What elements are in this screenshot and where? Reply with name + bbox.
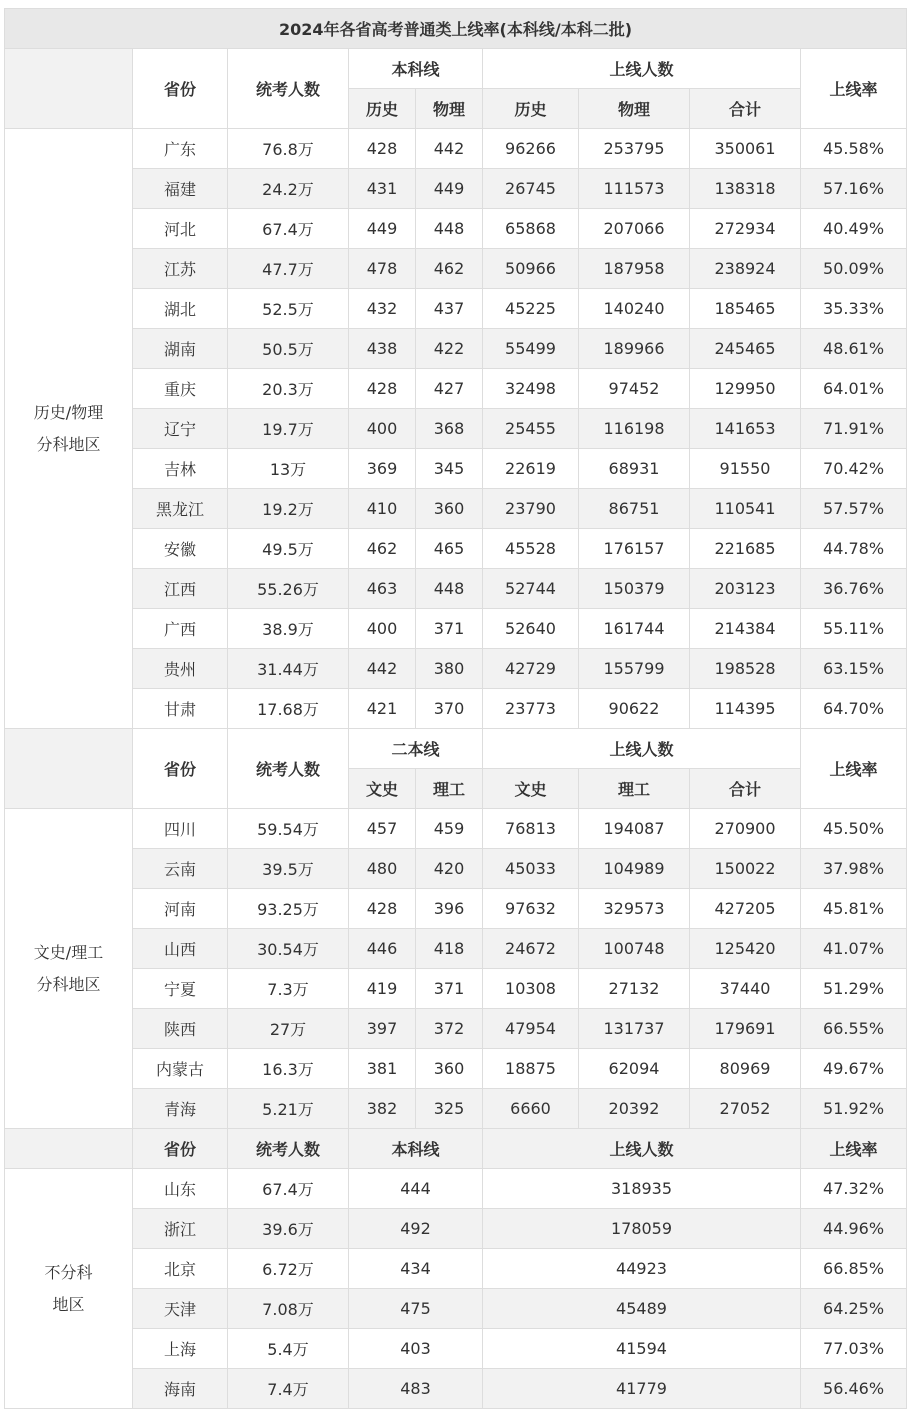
cell-count-total: 214384 — [690, 609, 801, 649]
cell-line-b: 396 — [416, 889, 483, 929]
cell-line-a: 400 — [349, 609, 416, 649]
table-row — [5, 329, 907, 369]
cell-count-b: 155799 — [579, 649, 690, 689]
table-row — [5, 489, 907, 529]
cell-count-b: 100748 — [579, 929, 690, 969]
table-row — [5, 1009, 907, 1049]
header-count-b: 理工 — [579, 769, 690, 809]
cell-line-b: 380 — [416, 649, 483, 689]
cell-count-b: 20392 — [579, 1089, 690, 1129]
cell-line-a: 438 — [349, 329, 416, 369]
cell-line-b: 325 — [416, 1089, 483, 1129]
cell-line-b: 420 — [416, 849, 483, 889]
table-row — [5, 849, 907, 889]
region-header-blank — [5, 49, 133, 129]
cell-examinees: 39.6万 — [228, 1209, 349, 1249]
cell-count-a: 18875 — [483, 1049, 579, 1089]
table-row — [5, 1329, 907, 1369]
cell-examinees: 52.5万 — [228, 289, 349, 329]
cell-count-a: 65868 — [483, 209, 579, 249]
cell-examinees: 19.2万 — [228, 489, 349, 529]
cell-province: 云南 — [133, 849, 228, 889]
cell-line-a: 431 — [349, 169, 416, 209]
cell-count-b: 189966 — [579, 329, 690, 369]
header-line-a: 历史 — [349, 89, 416, 129]
cell-rate: 50.09% — [801, 249, 907, 289]
admission-rate-table — [4, 8, 907, 1409]
table-row — [5, 889, 907, 929]
cell-line-a: 442 — [349, 649, 416, 689]
cell-count-b: 253795 — [579, 129, 690, 169]
region-label — [5, 129, 133, 729]
cell-rate: 77.03% — [801, 1329, 907, 1369]
header-line-group: 二本线 — [349, 729, 483, 769]
cell-count-a: 24672 — [483, 929, 579, 969]
cell-line-b: 462 — [416, 249, 483, 289]
cell-province: 福建 — [133, 169, 228, 209]
cell-examinees: 67.4万 — [228, 1169, 349, 1209]
cell-province: 江苏 — [133, 249, 228, 289]
cell-examinees: 17.68万 — [228, 689, 349, 729]
cell-count-a: 97632 — [483, 889, 579, 929]
section-header-row — [5, 729, 907, 769]
table-row — [5, 129, 907, 169]
cell-rate: 47.32% — [801, 1169, 907, 1209]
cell-examinees: 13万 — [228, 449, 349, 489]
cell-line: 403 — [349, 1329, 483, 1369]
table-row — [5, 1289, 907, 1329]
cell-examinees: 76.8万 — [228, 129, 349, 169]
cell-line-b: 418 — [416, 929, 483, 969]
cell-province: 北京 — [133, 1249, 228, 1289]
cell-rate: 41.07% — [801, 929, 907, 969]
cell-count-a: 96266 — [483, 129, 579, 169]
cell-province: 山西 — [133, 929, 228, 969]
cell-line-a: 369 — [349, 449, 416, 489]
cell-count-total: 27052 — [690, 1089, 801, 1129]
cell-examinees: 16.3万 — [228, 1049, 349, 1089]
region-label-line: 分科地区 — [36, 974, 101, 994]
cell-line-a: 432 — [349, 289, 416, 329]
region-label — [5, 809, 133, 1129]
table-title: 2024年各省高考普通类上线率(本科线/本科二批) — [5, 9, 907, 49]
header-count-total: 合计 — [690, 769, 801, 809]
cell-count-a: 22619 — [483, 449, 579, 489]
cell-province: 河北 — [133, 209, 228, 249]
cell-province: 上海 — [133, 1329, 228, 1369]
cell-rate: 45.81% — [801, 889, 907, 929]
cell-rate: 64.01% — [801, 369, 907, 409]
cell-province: 辽宁 — [133, 409, 228, 449]
cell-examinees: 5.21万 — [228, 1089, 349, 1129]
cell-examinees: 93.25万 — [228, 889, 349, 929]
cell-line-a: 419 — [349, 969, 416, 1009]
cell-line-a: 428 — [349, 369, 416, 409]
cell-count-b: 176157 — [579, 529, 690, 569]
cell-count-b: 161744 — [579, 609, 690, 649]
header-rate: 上线率 — [801, 1129, 907, 1169]
cell-rate: 48.61% — [801, 329, 907, 369]
cell-rate: 35.33% — [801, 289, 907, 329]
header-line-group: 本科线 — [349, 1129, 483, 1169]
cell-count-a: 50966 — [483, 249, 579, 289]
cell-count-b: 116198 — [579, 409, 690, 449]
cell-count-total: 91550 — [690, 449, 801, 489]
cell-line-a: 463 — [349, 569, 416, 609]
cell-line-b: 345 — [416, 449, 483, 489]
cell-province: 广西 — [133, 609, 228, 649]
cell-province: 海南 — [133, 1369, 228, 1409]
cell-count-total: 125420 — [690, 929, 801, 969]
cell-examinees: 38.9万 — [228, 609, 349, 649]
cell-count-b: 97452 — [579, 369, 690, 409]
cell-count-a: 6660 — [483, 1089, 579, 1129]
cell-examinees: 50.5万 — [228, 329, 349, 369]
cell-count-total: 245465 — [690, 329, 801, 369]
cell-count-total: 203123 — [690, 569, 801, 609]
header-province: 省份 — [133, 49, 228, 129]
section-header-row — [5, 49, 907, 89]
cell-examinees: 7.08万 — [228, 1289, 349, 1329]
cell-count-b: 150379 — [579, 569, 690, 609]
cell-count: 41779 — [483, 1369, 801, 1409]
cell-examinees: 27万 — [228, 1009, 349, 1049]
cell-count-a: 32498 — [483, 369, 579, 409]
cell-rate: 40.49% — [801, 209, 907, 249]
cell-count-b: 207066 — [579, 209, 690, 249]
cell-count-total: 185465 — [690, 289, 801, 329]
cell-province: 青海 — [133, 1089, 228, 1129]
table-row — [5, 689, 907, 729]
cell-count-a: 42729 — [483, 649, 579, 689]
cell-count-a: 23790 — [483, 489, 579, 529]
cell-count-b: 90622 — [579, 689, 690, 729]
cell-rate: 64.25% — [801, 1289, 907, 1329]
cell-province: 吉林 — [133, 449, 228, 489]
cell-line-a: 449 — [349, 209, 416, 249]
cell-line-a: 428 — [349, 129, 416, 169]
cell-count-b: 111573 — [579, 169, 690, 209]
cell-province: 陕西 — [133, 1009, 228, 1049]
table-row — [5, 289, 907, 329]
cell-line-a: 480 — [349, 849, 416, 889]
table-row — [5, 1089, 907, 1129]
cell-count: 45489 — [483, 1289, 801, 1329]
cell-count-b: 27132 — [579, 969, 690, 1009]
cell-count-b: 194087 — [579, 809, 690, 849]
cell-rate: 44.78% — [801, 529, 907, 569]
header-rate: 上线率 — [801, 729, 907, 809]
cell-rate: 55.11% — [801, 609, 907, 649]
cell-line-a: 428 — [349, 889, 416, 929]
cell-province: 湖南 — [133, 329, 228, 369]
cell-count-a: 25455 — [483, 409, 579, 449]
cell-count-a: 45528 — [483, 529, 579, 569]
section-header-row — [5, 1129, 907, 1169]
header-count-group: 上线人数 — [483, 729, 801, 769]
cell-examinees: 30.54万 — [228, 929, 349, 969]
cell-rate: 44.96% — [801, 1209, 907, 1249]
cell-province: 四川 — [133, 809, 228, 849]
cell-line-a: 457 — [349, 809, 416, 849]
table-row — [5, 649, 907, 689]
cell-rate: 45.58% — [801, 129, 907, 169]
cell-rate: 51.29% — [801, 969, 907, 1009]
table-row — [5, 169, 907, 209]
header-rate: 上线率 — [801, 49, 907, 129]
cell-count-total: 141653 — [690, 409, 801, 449]
cell-line-a: 462 — [349, 529, 416, 569]
cell-rate: 57.16% — [801, 169, 907, 209]
cell-rate: 36.76% — [801, 569, 907, 609]
table-row — [5, 969, 907, 1009]
header-count-a: 历史 — [483, 89, 579, 129]
header-line-b: 物理 — [416, 89, 483, 129]
cell-province: 湖北 — [133, 289, 228, 329]
table-row — [5, 1249, 907, 1289]
table-row — [5, 529, 907, 569]
cell-count-total: 129950 — [690, 369, 801, 409]
table-row — [5, 409, 907, 449]
cell-line-a: 382 — [349, 1089, 416, 1129]
cell-rate: 57.57% — [801, 489, 907, 529]
cell-count-total: 80969 — [690, 1049, 801, 1089]
table-row — [5, 1169, 907, 1209]
cell-count: 178059 — [483, 1209, 801, 1249]
cell-rate: 51.92% — [801, 1089, 907, 1129]
cell-count-total: 150022 — [690, 849, 801, 889]
cell-examinees: 31.44万 — [228, 649, 349, 689]
cell-line-b: 370 — [416, 689, 483, 729]
cell-count-a: 52744 — [483, 569, 579, 609]
header-count-a: 文史 — [483, 769, 579, 809]
cell-province: 重庆 — [133, 369, 228, 409]
cell-line: 434 — [349, 1249, 483, 1289]
cell-count-total: 427205 — [690, 889, 801, 929]
table-row — [5, 929, 907, 969]
cell-line: 444 — [349, 1169, 483, 1209]
cell-examinees: 7.3万 — [228, 969, 349, 1009]
cell-province: 甘肃 — [133, 689, 228, 729]
cell-count-b: 104989 — [579, 849, 690, 889]
region-header-blank — [5, 729, 133, 809]
header-examinees: 统考人数 — [228, 1129, 349, 1169]
header-count-group: 上线人数 — [483, 49, 801, 89]
cell-examinees: 39.5万 — [228, 849, 349, 889]
cell-province: 浙江 — [133, 1209, 228, 1249]
cell-province: 江西 — [133, 569, 228, 609]
table-row — [5, 369, 907, 409]
cell-line: 492 — [349, 1209, 483, 1249]
cell-rate: 56.46% — [801, 1369, 907, 1409]
cell-rate: 66.55% — [801, 1009, 907, 1049]
cell-province: 宁夏 — [133, 969, 228, 1009]
region-label-line: 历史/物理 — [33, 402, 104, 422]
region-header-blank — [5, 1129, 133, 1169]
cell-province: 山东 — [133, 1169, 228, 1209]
cell-line-b: 371 — [416, 969, 483, 1009]
cell-line-a: 421 — [349, 689, 416, 729]
header-line-b: 理工 — [416, 769, 483, 809]
cell-count-total: 272934 — [690, 209, 801, 249]
cell-count-a: 76813 — [483, 809, 579, 849]
cell-examinees: 47.7万 — [228, 249, 349, 289]
cell-line-b: 360 — [416, 489, 483, 529]
cell-count-a: 55499 — [483, 329, 579, 369]
cell-province: 天津 — [133, 1289, 228, 1329]
cell-count-total: 221685 — [690, 529, 801, 569]
cell-examinees: 7.4万 — [228, 1369, 349, 1409]
cell-count-a: 45033 — [483, 849, 579, 889]
cell-line-b: 371 — [416, 609, 483, 649]
cell-count-a: 47954 — [483, 1009, 579, 1049]
cell-rate: 49.67% — [801, 1049, 907, 1089]
table-row — [5, 1369, 907, 1409]
cell-examinees: 6.72万 — [228, 1249, 349, 1289]
region-label — [5, 1169, 133, 1409]
cell-line-b: 372 — [416, 1009, 483, 1049]
cell-count-total: 238924 — [690, 249, 801, 289]
header-count-group: 上线人数 — [483, 1129, 801, 1169]
cell-line-b: 360 — [416, 1049, 483, 1089]
cell-province: 贵州 — [133, 649, 228, 689]
cell-line-a: 397 — [349, 1009, 416, 1049]
header-count-total: 合计 — [690, 89, 801, 129]
cell-province: 广东 — [133, 129, 228, 169]
cell-line-a: 478 — [349, 249, 416, 289]
cell-rate: 63.15% — [801, 649, 907, 689]
cell-province: 内蒙古 — [133, 1049, 228, 1089]
cell-count-b: 68931 — [579, 449, 690, 489]
cell-rate: 45.50% — [801, 809, 907, 849]
cell-rate: 71.91% — [801, 409, 907, 449]
cell-line-a: 446 — [349, 929, 416, 969]
cell-line-b: 448 — [416, 569, 483, 609]
cell-rate: 66.85% — [801, 1249, 907, 1289]
cell-rate: 70.42% — [801, 449, 907, 489]
cell-count-b: 86751 — [579, 489, 690, 529]
cell-count: 41594 — [483, 1329, 801, 1369]
cell-province: 河南 — [133, 889, 228, 929]
header-count-b: 物理 — [579, 89, 690, 129]
cell-examinees: 55.26万 — [228, 569, 349, 609]
cell-count-b: 62094 — [579, 1049, 690, 1089]
cell-rate: 37.98% — [801, 849, 907, 889]
region-label-line: 地区 — [52, 1294, 85, 1314]
cell-count-a: 52640 — [483, 609, 579, 649]
region-label-line: 分科地区 — [36, 434, 101, 454]
cell-line-a: 400 — [349, 409, 416, 449]
table-row — [5, 569, 907, 609]
cell-line: 475 — [349, 1289, 483, 1329]
cell-count-total: 37440 — [690, 969, 801, 1009]
table-row — [5, 249, 907, 289]
header-line-group: 本科线 — [349, 49, 483, 89]
cell-count-b: 140240 — [579, 289, 690, 329]
header-province: 省份 — [133, 729, 228, 809]
cell-examinees: 49.5万 — [228, 529, 349, 569]
cell-count: 44923 — [483, 1249, 801, 1289]
cell-line-b: 442 — [416, 129, 483, 169]
cell-line-b: 368 — [416, 409, 483, 449]
cell-count-total: 110541 — [690, 489, 801, 529]
cell-count-total: 138318 — [690, 169, 801, 209]
region-label-line: 文史/理工 — [33, 942, 104, 962]
cell-line-a: 410 — [349, 489, 416, 529]
table-row — [5, 809, 907, 849]
table-row — [5, 1209, 907, 1249]
table-row — [5, 609, 907, 649]
cell-count-b: 329573 — [579, 889, 690, 929]
cell-count-total: 114395 — [690, 689, 801, 729]
header-examinees: 统考人数 — [228, 49, 349, 129]
cell-count-b: 131737 — [579, 1009, 690, 1049]
cell-count-total: 350061 — [690, 129, 801, 169]
cell-count-a: 10308 — [483, 969, 579, 1009]
cell-examinees: 5.4万 — [228, 1329, 349, 1369]
header-province: 省份 — [133, 1129, 228, 1169]
cell-count-b: 187958 — [579, 249, 690, 289]
cell-line-b: 427 — [416, 369, 483, 409]
cell-count: 318935 — [483, 1169, 801, 1209]
cell-line-a: 381 — [349, 1049, 416, 1089]
table-row — [5, 449, 907, 489]
cell-line-b: 437 — [416, 289, 483, 329]
cell-count-a: 23773 — [483, 689, 579, 729]
cell-line-b: 459 — [416, 809, 483, 849]
cell-line: 483 — [349, 1369, 483, 1409]
cell-count-total: 179691 — [690, 1009, 801, 1049]
cell-count-total: 198528 — [690, 649, 801, 689]
region-label-line: 不分科 — [44, 1262, 93, 1282]
table-row — [5, 1049, 907, 1089]
cell-examinees: 59.54万 — [228, 809, 349, 849]
cell-examinees: 19.7万 — [228, 409, 349, 449]
cell-line-b: 422 — [416, 329, 483, 369]
cell-examinees: 24.2万 — [228, 169, 349, 209]
cell-line-b: 465 — [416, 529, 483, 569]
table-row — [5, 209, 907, 249]
cell-line-b: 449 — [416, 169, 483, 209]
cell-count-a: 45225 — [483, 289, 579, 329]
cell-count-total: 270900 — [690, 809, 801, 849]
cell-count-a: 26745 — [483, 169, 579, 209]
cell-examinees: 20.3万 — [228, 369, 349, 409]
cell-rate: 64.70% — [801, 689, 907, 729]
cell-province: 安徽 — [133, 529, 228, 569]
header-examinees: 统考人数 — [228, 729, 349, 809]
cell-province: 黑龙江 — [133, 489, 228, 529]
cell-line-b: 448 — [416, 209, 483, 249]
header-line-a: 文史 — [349, 769, 416, 809]
cell-examinees: 67.4万 — [228, 209, 349, 249]
